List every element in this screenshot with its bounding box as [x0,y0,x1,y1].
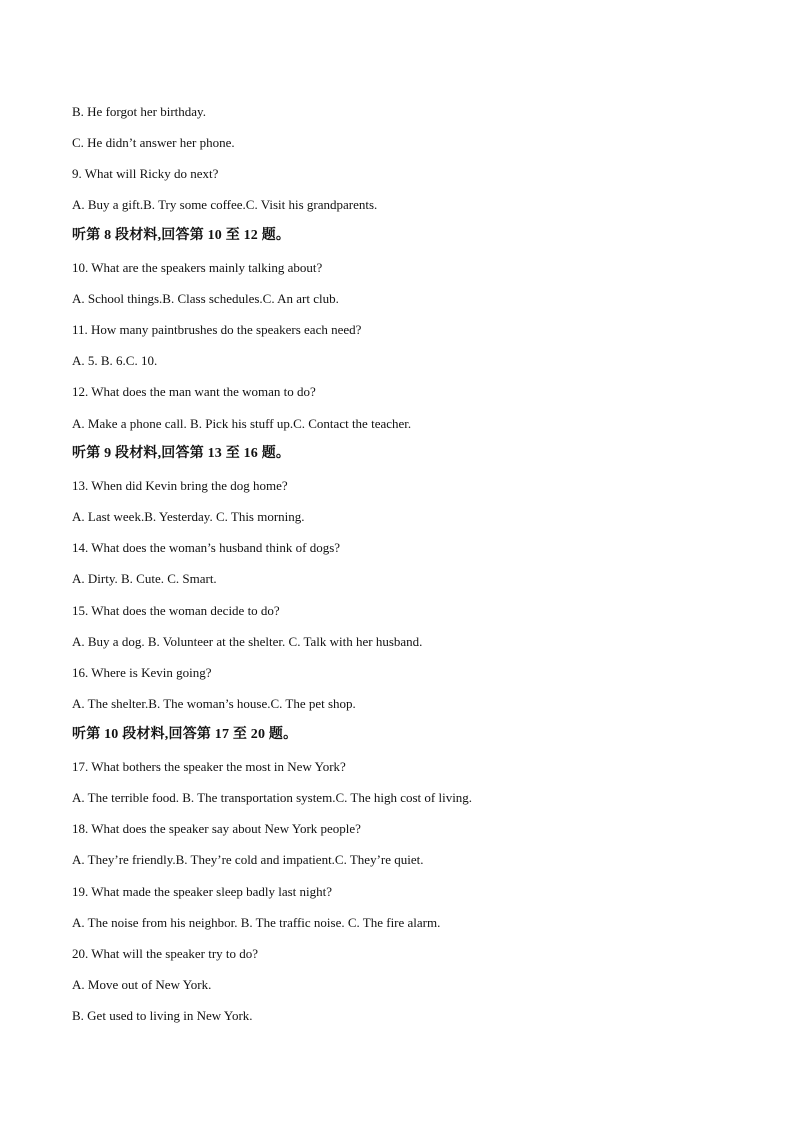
section-heading: 听第 10 段材料,回答第 17 至 20 题。 [72,727,298,742]
question-line: 9. What will Ricky do next? [72,166,219,181]
answer-option-line: A. Buy a dog. B. Volunteer at the shelter. C. Talk with her husband. [72,634,423,649]
answer-option-line: A. Make a phone call. B. Pick his stuff up.C. Contact the teacher. [72,416,412,431]
answer-option-line: A. Move out of New York. [72,977,212,992]
question-line: 17. What bothers the speaker the most in New York? [72,759,346,774]
answer-option-line: A. 5. B. 6.C. 10. [72,353,158,368]
answer-option-line: A. The shelter.B. The woman’s house.C. The pet shop. [72,696,356,711]
question-line: 14. What does the woman’s husband think of dogs? [72,540,341,555]
question-line: 19. What made the speaker sleep badly last night? [72,884,333,899]
question-line: 18. What does the speaker say about New York people? [72,821,361,836]
answer-option-line: A. The noise from his neighbor. B. The traffic noise. C. The fire alarm. [72,915,441,930]
answer-option-line: A. Dirty. B. Cute. C. Smart. [72,571,217,586]
section-heading: 听第 8 段材料,回答第 10 至 12 题。 [72,228,291,243]
answer-option-line: A. School things.B. Class schedules.C. An art club. [72,291,339,306]
question-line: 11. How many paintbrushes do the speakers each need? [72,322,362,337]
answer-option-line: B. Get used to living in New York. [72,1008,253,1023]
question-line: 15. What does the woman decide to do? [72,603,280,618]
section-heading: 听第 9 段材料,回答第 13 至 16 题。 [72,446,291,461]
answer-option-line: B. He forgot her birthday. [72,104,206,119]
answer-option-line: A. They’re friendly.B. They’re cold and impatient.C. They’re quiet. [72,852,424,867]
answer-option-line: A. The terrible food. B. The transportation system.C. The high cost of living. [72,790,473,805]
question-line: 10. What are the speakers mainly talking about? [72,260,323,275]
answer-option-line: A. Last week.B. Yesterday. C. This morning. [72,509,305,524]
question-line: 12. What does the man want the woman to do? [72,384,316,399]
question-line: 20. What will the speaker try to do? [72,946,259,961]
answer-option-line: C. He didn’t answer her phone. [72,135,235,150]
question-line: 16. Where is Kevin going? [72,665,212,680]
answer-option-line: A. Buy a gift.B. Try some coffee.C. Visit his grandparents. [72,197,378,212]
question-line: 13. When did Kevin bring the dog home? [72,478,288,493]
